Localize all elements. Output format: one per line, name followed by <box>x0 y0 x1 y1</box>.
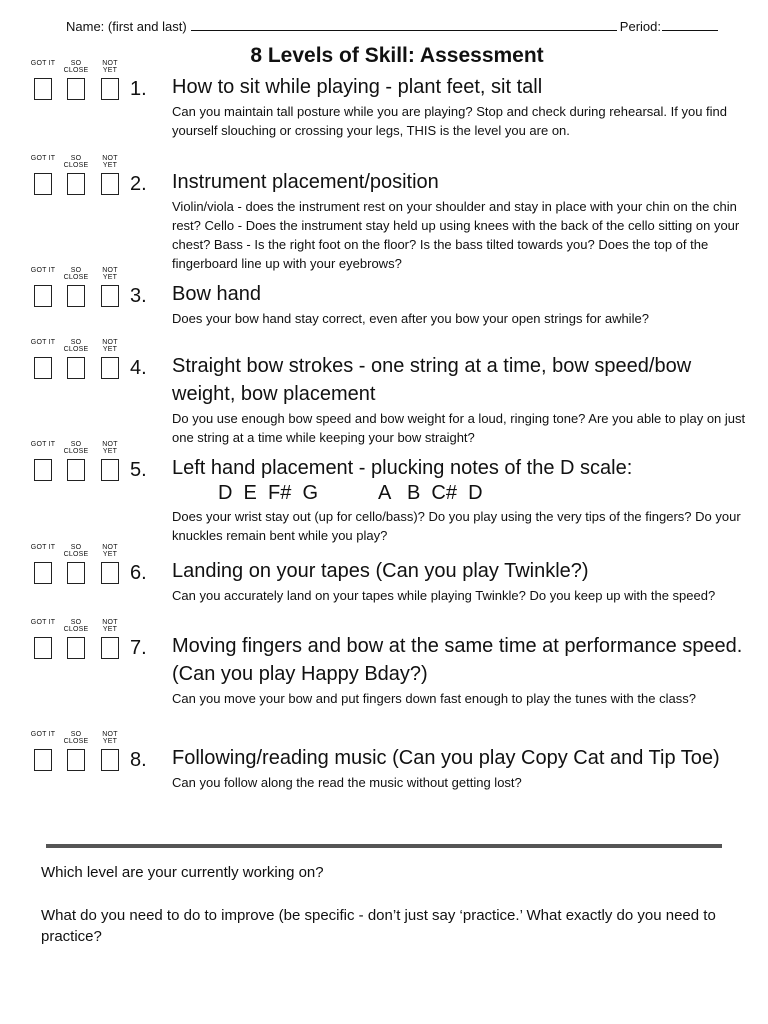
so-close-checkbox[interactable] <box>67 749 85 771</box>
period-field[interactable] <box>662 18 718 31</box>
name-period-line <box>66 18 718 34</box>
rating-checkboxes <box>30 731 124 781</box>
level-heading: Bow hand <box>172 283 261 305</box>
improvement-question: What do you need to do to improve (be specific - don’t just say ‘practice.’ What exactly do you need to practice? <box>41 907 716 945</box>
level-number: 2. <box>130 173 147 195</box>
got-it-checkbox[interactable] <box>34 357 52 379</box>
so-close-checkbox[interactable] <box>67 459 85 481</box>
level-heading: Following/reading music (Can you play Copy Cat and Tip Toe) <box>172 747 720 769</box>
got-it-label: GOT IT <box>30 155 56 162</box>
period-label: Period: <box>619 19 661 34</box>
got-it-label: GOT IT <box>30 619 56 626</box>
so-close-label: SO CLOSE <box>63 267 89 281</box>
level-heading: Moving fingers and bow at the same time at performance speed. (Can you play Happy Bday?) <box>172 635 743 685</box>
level-number: 7. <box>130 637 147 659</box>
got-it-label: GOT IT <box>30 731 56 738</box>
level-description: Can you maintain tall posture while you are playing? Stop and check during rehearsal. If you find yourself slouching or crossing your legs, THIS is the level you are on. <box>172 104 727 138</box>
not-yet-checkbox[interactable] <box>101 78 119 100</box>
level-description: Can you follow along the read the music without getting lost? <box>172 775 522 790</box>
so-close-checkbox[interactable] <box>67 562 85 584</box>
got-it-checkbox[interactable] <box>34 749 52 771</box>
level-description: Do you use enough bow speed and bow weight for a loud, ringing tone? Are you able to play on just one string at a time while keeping your bow straight? <box>172 411 746 445</box>
got-it-checkbox[interactable] <box>34 459 52 481</box>
level-heading: Straight bow strokes - one string at a time, bow speed/bow weight, bow placement <box>172 355 692 405</box>
not-yet-checkbox[interactable] <box>101 562 119 584</box>
not-yet-checkbox[interactable] <box>101 285 119 307</box>
not-yet-label: NOT YET <box>102 155 118 169</box>
rating-checkboxes <box>30 441 124 491</box>
level-description: Can you accurately land on your tapes while playing Twinkle? Do you keep up with the speed? <box>172 588 716 603</box>
got-it-label: GOT IT <box>30 544 56 551</box>
got-it-label: GOT IT <box>30 60 56 67</box>
level-number: 3. <box>130 285 147 307</box>
not-yet-checkbox[interactable] <box>101 173 119 195</box>
so-close-label: SO CLOSE <box>63 619 89 633</box>
rating-checkboxes <box>30 155 124 205</box>
not-yet-label: NOT YET <box>102 619 118 633</box>
level-number: 6. <box>130 562 147 584</box>
rating-checkboxes <box>30 619 124 669</box>
level-number: 8. <box>130 749 147 771</box>
got-it-checkbox[interactable] <box>34 78 52 100</box>
section-divider <box>46 844 722 848</box>
level-number: 4. <box>130 357 147 379</box>
level-description: Does your wrist stay out (up for cello/bass)? Do you play using the very tips of the fingers? Do your knuckles remain bent while you play? <box>172 509 741 543</box>
rating-checkboxes <box>30 339 124 389</box>
got-it-label: GOT IT <box>30 441 56 448</box>
level-heading: Left hand placement - plucking notes of the D scale: <box>172 457 633 479</box>
d-scale-notes: D E F# G A B C# D <box>218 482 483 504</box>
not-yet-checkbox[interactable] <box>101 459 119 481</box>
got-it-checkbox[interactable] <box>34 173 52 195</box>
so-close-label: SO CLOSE <box>63 60 89 74</box>
got-it-label: GOT IT <box>30 339 56 346</box>
not-yet-label: NOT YET <box>102 731 118 745</box>
name-field[interactable] <box>191 18 617 31</box>
page-title: 8 Levels of Skill: Assessment <box>250 44 544 67</box>
level-number: 5. <box>130 459 147 481</box>
level-description: Violin/viola - does the instrument rest on your shoulder and stay in place with your chin on the chin rest? Cello - Does the instrument stay held up using knees with the back of the cello sitting on your chest? Bass - Is the right foot on the floor? Is the bass tilted towards you? Does the top of the fingerboard line up with your eyebrows? <box>172 199 740 271</box>
not-yet-checkbox[interactable] <box>101 357 119 379</box>
level-heading: How to sit while playing - plant feet, sit tall <box>172 76 543 98</box>
so-close-checkbox[interactable] <box>67 78 85 100</box>
not-yet-label: NOT YET <box>102 60 118 74</box>
not-yet-label: NOT YET <box>102 267 118 281</box>
current-level-question: Which level are your currently working on? <box>41 864 324 881</box>
level-number: 1. <box>130 78 147 100</box>
so-close-label: SO CLOSE <box>63 441 89 455</box>
so-close-checkbox[interactable] <box>67 173 85 195</box>
so-close-checkbox[interactable] <box>67 357 85 379</box>
not-yet-checkbox[interactable] <box>101 749 119 771</box>
so-close-checkbox[interactable] <box>67 285 85 307</box>
rating-checkboxes <box>30 267 124 317</box>
got-it-checkbox[interactable] <box>34 562 52 584</box>
so-close-label: SO CLOSE <box>63 339 89 353</box>
rating-checkboxes <box>30 544 124 594</box>
so-close-checkbox[interactable] <box>67 637 85 659</box>
not-yet-checkbox[interactable] <box>101 637 119 659</box>
level-description: Does your bow hand stay correct, even after you bow your open strings for awhile? <box>172 311 649 326</box>
not-yet-label: NOT YET <box>102 544 118 558</box>
got-it-checkbox[interactable] <box>34 637 52 659</box>
so-close-label: SO CLOSE <box>63 731 89 745</box>
rating-checkboxes <box>30 60 124 110</box>
so-close-label: SO CLOSE <box>63 544 89 558</box>
so-close-label: SO CLOSE <box>63 155 89 169</box>
got-it-label: GOT IT <box>30 267 56 274</box>
got-it-checkbox[interactable] <box>34 285 52 307</box>
not-yet-label: NOT YET <box>102 339 118 353</box>
level-heading: Instrument placement/position <box>172 171 439 193</box>
level-heading: Landing on your tapes (Can you play Twinkle?) <box>172 560 589 582</box>
level-description: Can you move your bow and put fingers down fast enough to play the tunes with the class? <box>172 691 696 706</box>
not-yet-label: NOT YET <box>102 441 118 455</box>
name-label: Name: (first and last) <box>66 19 187 34</box>
